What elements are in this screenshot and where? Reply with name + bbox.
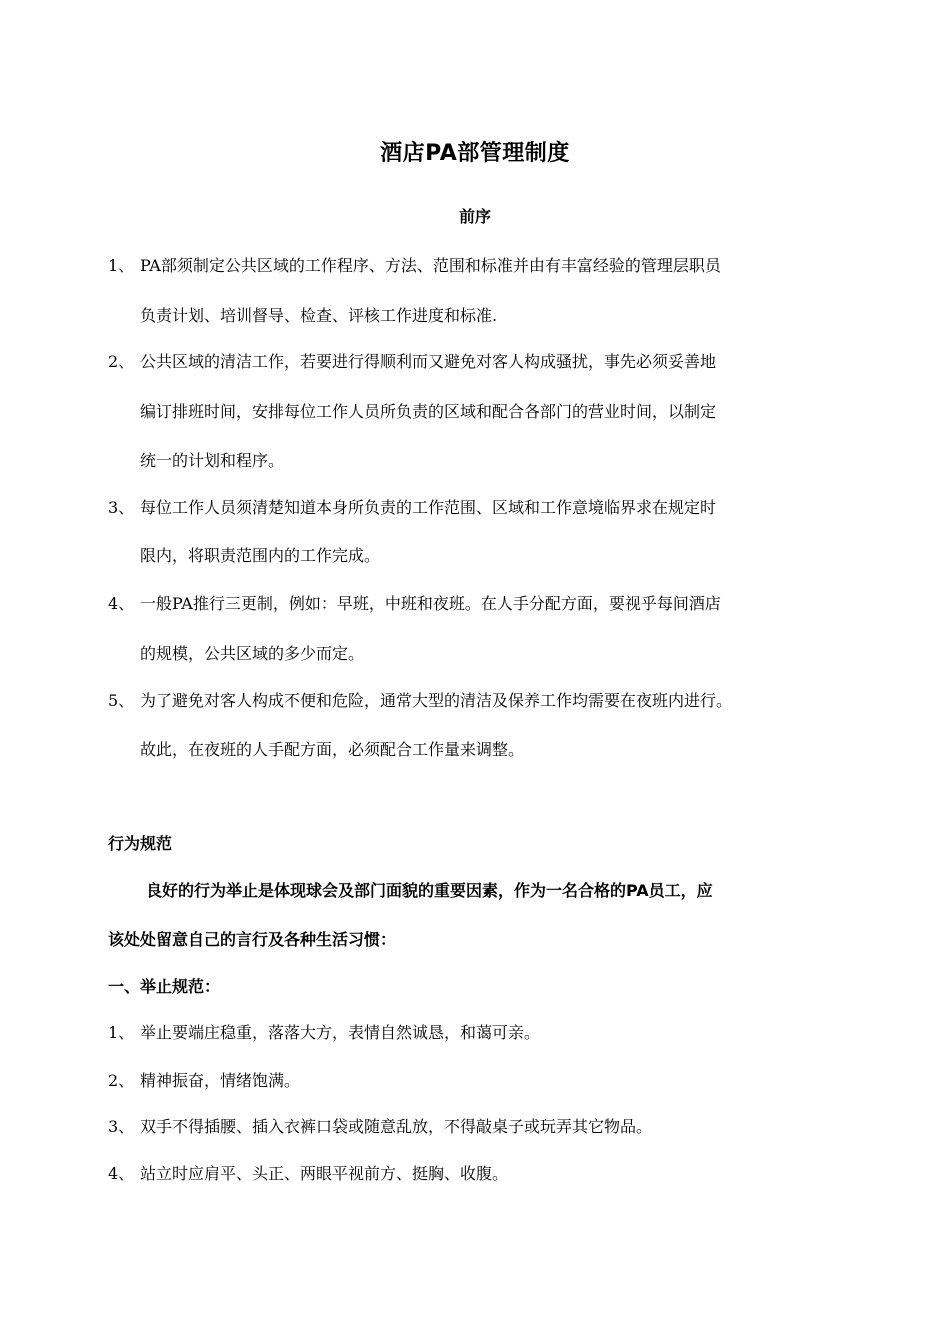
- list-item: [108, 1021, 540, 1045]
- list-item-number: 3、: [108, 1117, 135, 1136]
- list-item-text: 每位工作人员须清楚知道本身所负责的工作范围、区域和工作意境临界求在规定时: [140, 498, 717, 517]
- list-item: [108, 496, 716, 520]
- section-heading: 一、举止规范：: [108, 977, 221, 996]
- list-item: [108, 1162, 508, 1186]
- list-item: [108, 1069, 300, 1093]
- conduct-intro-continuation: 该处处留意自己的言行及各种生活习惯：: [108, 930, 397, 949]
- list-item-text: 举止要端庄稳重，落落大方，表情自然诚恳，和蔼可亲。: [140, 1023, 541, 1042]
- list-item-continuation: 的规模，公共区域的多少而定。: [140, 644, 365, 663]
- preface-heading: 前序: [458, 207, 491, 226]
- list-item-continuation: 编订排班时间，安排每位工作人员所负责的区域和配合各部门的营业时间，以制定: [140, 402, 717, 421]
- document-title: 酒店PA部管理制度: [380, 141, 570, 166]
- list-item-number: 1、: [108, 256, 135, 275]
- list-item-number: 3、: [108, 498, 135, 517]
- list-item-number: 5、: [108, 691, 135, 710]
- list-item-text: 精神振奋，情绪饱满。: [140, 1071, 301, 1090]
- list-item-number: 2、: [108, 352, 135, 371]
- list-item-continuation: 负责计划、培训督导、检查、评核工作进度和标准.: [140, 306, 498, 325]
- list-item-continuation: 故此，在夜班的人手配方面，必须配合工作量来调整。: [140, 740, 525, 759]
- list-item-number: 1、: [108, 1023, 135, 1042]
- list-item-text: 为了避免对客人构成不便和危险，通常大型的清洁及保养工作均需要在夜班内进行。: [140, 691, 733, 710]
- list-item-text: 双手不得插腰、插入衣裤口袋或随意乱放，不得敲桌子或玩弄其它物品。: [140, 1117, 653, 1136]
- list-item: [108, 592, 721, 616]
- list-item-number: 4、: [108, 594, 135, 613]
- list-item-continuation: 限内，将职责范围内的工作完成。: [140, 546, 381, 565]
- list-item: [108, 1115, 652, 1139]
- list-item: [108, 350, 716, 374]
- list-item-number: 4、: [108, 1164, 135, 1183]
- list-item-number: 2、: [108, 1071, 135, 1090]
- list-item-continuation: 统一的计划和程序。: [140, 451, 285, 470]
- list-item-text: 站立时应肩平、头正、两眼平视前方、挺胸、收腹。: [140, 1164, 509, 1183]
- list-item-text: 公共区域的清洁工作，若要进行得顺利而又避免对客人构成骚扰，事先必须妥善地: [140, 352, 717, 371]
- list-item-text: PA部须制定公共区域的工作程序、方法、范围和标准并由有丰富经验的管理层职员: [140, 256, 721, 275]
- list-item: [108, 254, 721, 278]
- conduct-intro: 良好的行为举止是体现球会及部门面貌的重要因素，作为一名合格的PA员工，应: [146, 881, 713, 900]
- conduct-heading: 行为规范: [108, 834, 173, 853]
- list-item: [108, 689, 732, 713]
- list-item-text: 一般PA推行三更制，例如：早班，中班和夜班。在人手分配方面，要视乎每间酒店: [140, 594, 721, 613]
